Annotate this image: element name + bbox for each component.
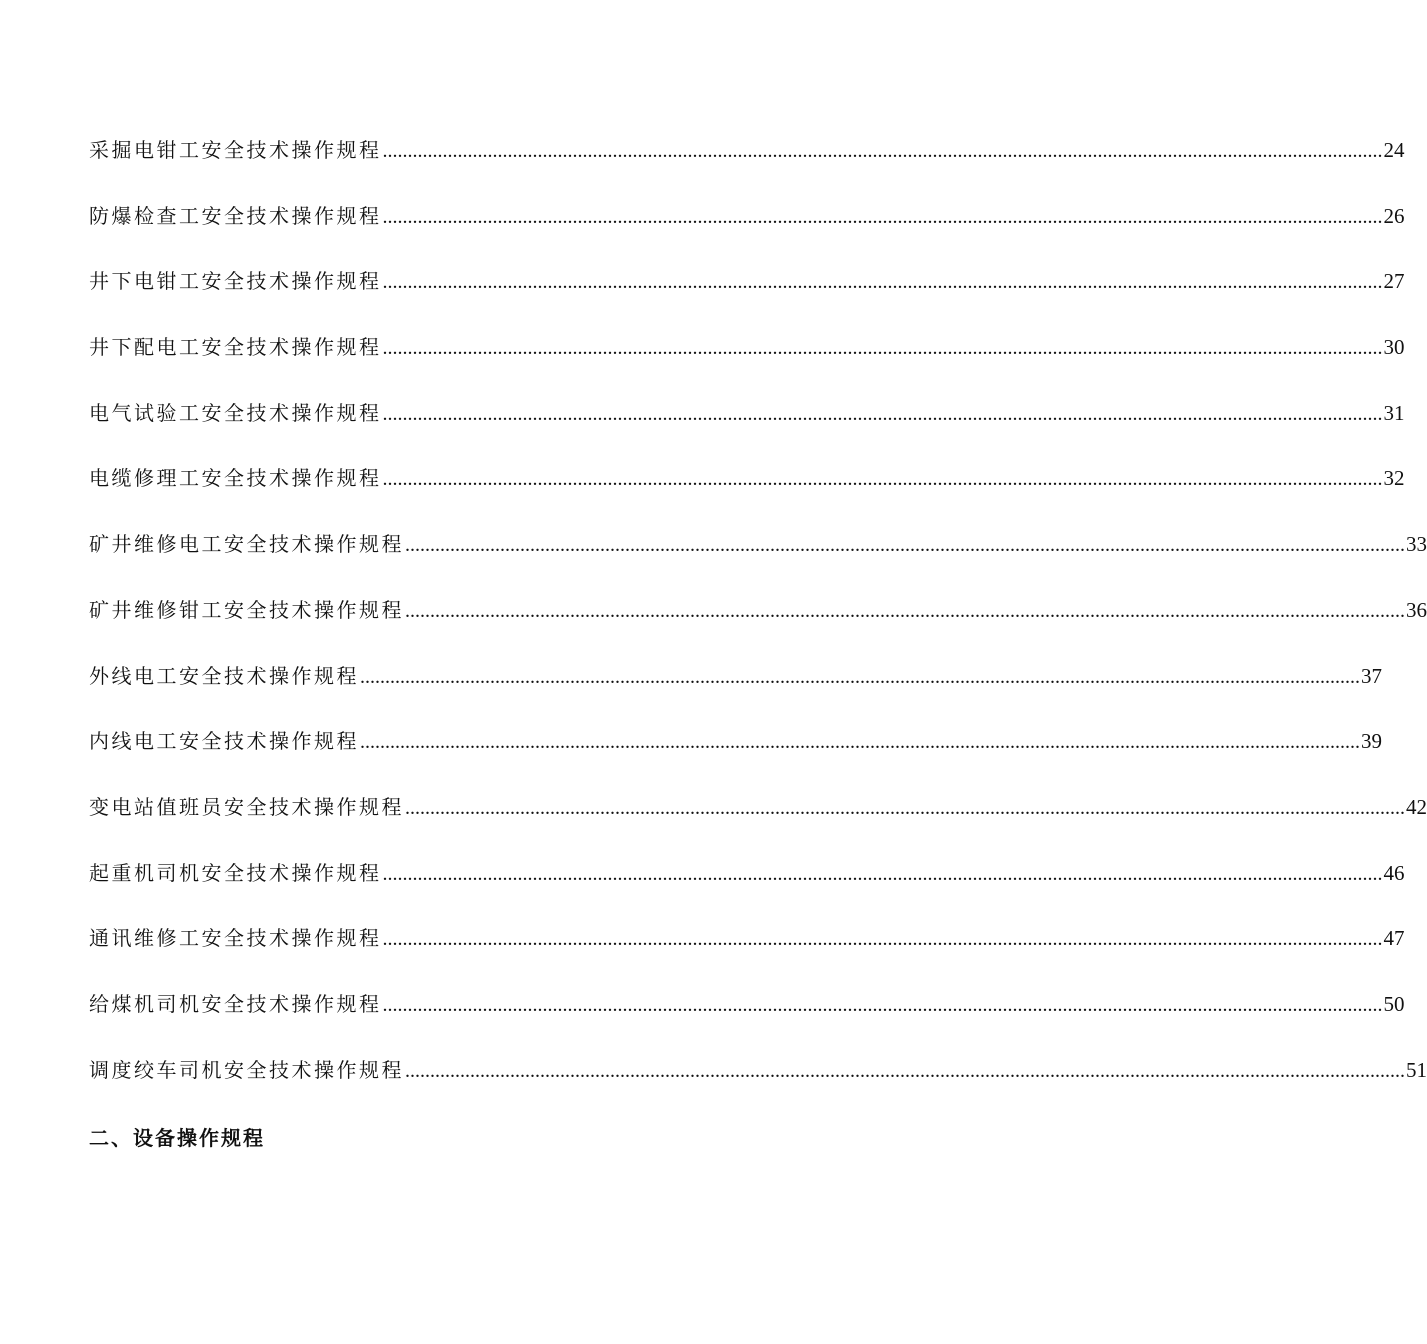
- toc-entry[interactable]: [89, 660, 1382, 726]
- toc-entry-page: 33: [1406, 532, 1427, 557]
- toc-dot-leader: ........................................................................................................................................................................................................: [360, 665, 1360, 688]
- toc-entry-title: 防爆检查工安全技术操作规程: [89, 203, 382, 228]
- toc-entry-page: 42: [1406, 794, 1427, 819]
- toc-entry-title: 外线电工安全技术操作规程: [89, 663, 359, 688]
- toc-entry[interactable]: [89, 265, 1405, 331]
- toc-entry-page: 31: [1383, 400, 1405, 425]
- toc-entry[interactable]: [89, 200, 1405, 266]
- toc-dot-leader: ........................................................................................................................................................................................................: [382, 928, 1383, 951]
- toc-entry-title: 电气试验工安全技术操作规程: [89, 400, 382, 425]
- toc-entry-title: 给煤机司机安全技术操作规程: [89, 991, 382, 1016]
- toc-entry-title: 矿井维修电工安全技术操作规程: [89, 532, 404, 557]
- toc-entry-page: 36: [1406, 597, 1427, 622]
- toc-entry[interactable]: [89, 134, 1405, 200]
- toc-entry-page: 47: [1383, 926, 1405, 951]
- toc-dot-leader: ........................................................................................................................................................................................................: [382, 140, 1383, 162]
- toc-entry-title: 内线电工安全技术操作规程: [89, 729, 359, 754]
- toc-entry-page: 30: [1383, 335, 1405, 360]
- toc-entry-page: 24: [1383, 138, 1405, 162]
- toc-dot-leader: ........................................................................................................................................................................................................: [405, 1059, 1405, 1082]
- toc-entry-title: 矿井维修钳工安全技术操作规程: [89, 597, 404, 622]
- toc-entry-page: 27: [1383, 269, 1405, 294]
- toc-dot-leader: ........................................................................................................................................................................................................: [360, 731, 1360, 754]
- toc-entry-page: 39: [1361, 729, 1382, 754]
- toc-dot-leader: ........................................................................................................................................................................................................: [382, 468, 1383, 491]
- toc-entry[interactable]: [89, 594, 1427, 660]
- toc-entry-page: 32: [1383, 466, 1405, 491]
- toc-dot-leader: ........................................................................................................................................................................................................: [382, 993, 1383, 1016]
- toc-entry[interactable]: [89, 331, 1405, 397]
- toc-entry[interactable]: [89, 397, 1405, 463]
- toc-entry-title: 变电站值班员安全技术操作规程: [89, 794, 404, 819]
- toc-entry-title: 井下电钳工安全技术操作规程: [89, 269, 382, 294]
- toc-entry[interactable]: [89, 725, 1382, 791]
- toc-entry[interactable]: [89, 1054, 1427, 1120]
- toc-entry[interactable]: [89, 857, 1405, 923]
- section-heading: 二、设备操作规程: [89, 1126, 265, 1150]
- toc-entry-page: 26: [1383, 203, 1405, 228]
- toc-entry[interactable]: [89, 528, 1427, 594]
- toc-entry-title: 井下配电工安全技术操作规程: [89, 335, 382, 360]
- toc-entry-page: 46: [1383, 860, 1405, 885]
- toc-entry[interactable]: [89, 791, 1427, 857]
- toc-dot-leader: ........................................................................................................................................................................................................: [405, 796, 1405, 819]
- toc-dot-leader: ........................................................................................................................................................................................................: [405, 534, 1405, 557]
- toc-entry-page: 37: [1361, 663, 1382, 688]
- toc-dot-leader: ........................................................................................................................................................................................................: [382, 205, 1383, 228]
- toc-entry-page: 50: [1383, 991, 1405, 1016]
- toc-dot-leader: ........................................................................................................................................................................................................: [382, 402, 1383, 425]
- toc-dot-leader: ........................................................................................................................................................................................................: [382, 862, 1383, 885]
- toc-entry-title: 通讯维修工安全技术操作规程: [89, 926, 382, 951]
- toc-entry[interactable]: [89, 922, 1405, 988]
- toc-entry-title: 调度绞车司机安全技术操作规程: [89, 1057, 404, 1082]
- table-of-contents: [89, 134, 1427, 1119]
- toc-entry[interactable]: [89, 462, 1405, 528]
- toc-dot-leader: ........................................................................................................................................................................................................: [382, 337, 1383, 360]
- toc-entry[interactable]: [89, 988, 1405, 1054]
- toc-dot-leader: ........................................................................................................................................................................................................: [382, 271, 1383, 294]
- toc-entry-title: 采掘电钳工安全技术操作规程: [89, 138, 382, 162]
- toc-dot-leader: ........................................................................................................................................................................................................: [405, 599, 1405, 622]
- toc-entry-title: 起重机司机安全技术操作规程: [89, 860, 382, 885]
- toc-entry-page: 51: [1406, 1057, 1427, 1082]
- toc-entry-title: 电缆修理工安全技术操作规程: [89, 466, 382, 491]
